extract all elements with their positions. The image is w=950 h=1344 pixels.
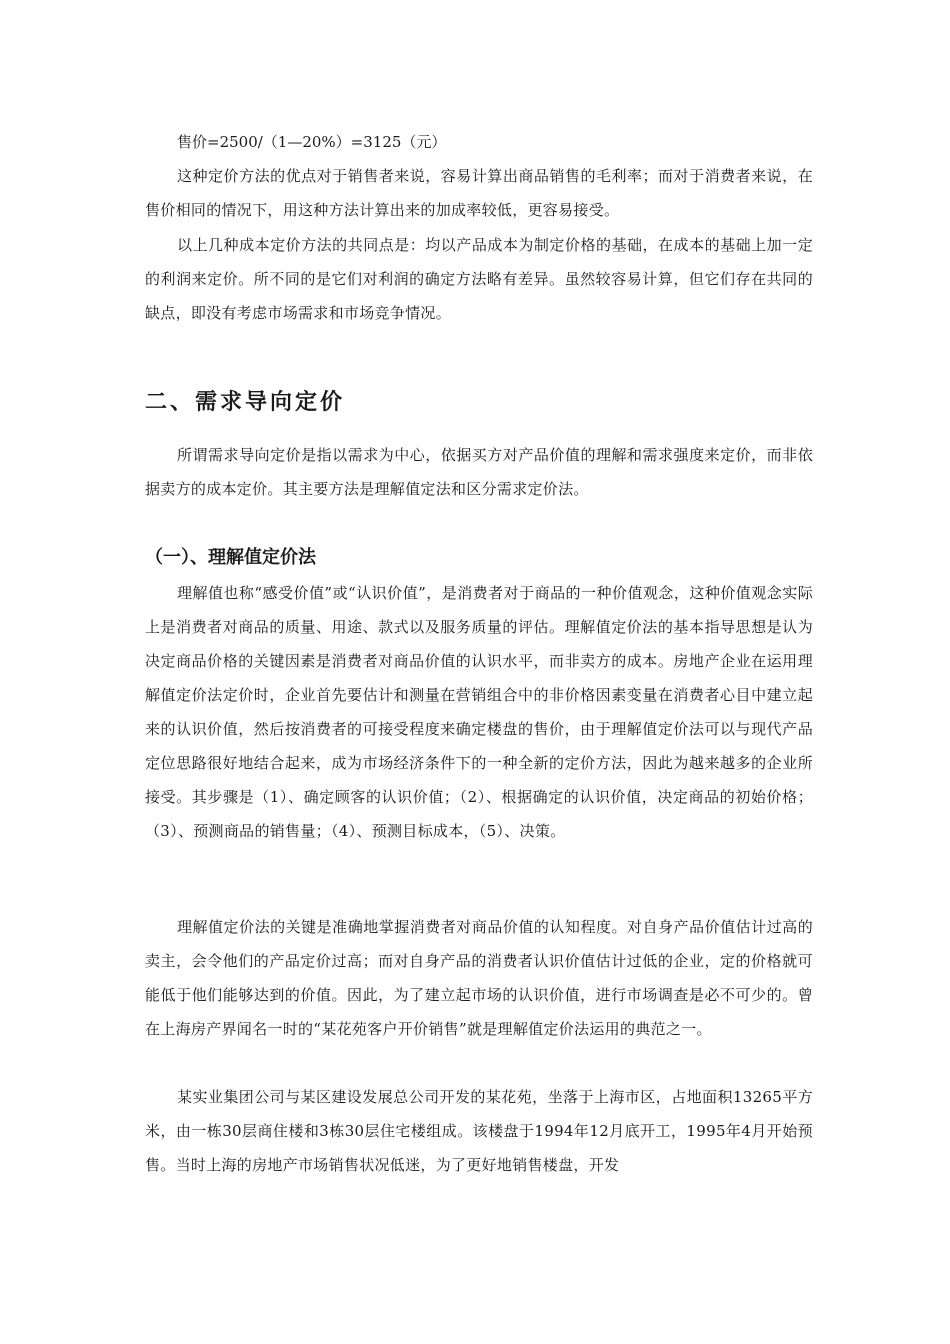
paragraph-demand-pricing-intro: 所谓需求导向定价是指以需求为中心，依据买方对产品价值的理解和需求强度来定价，而非依据卖方的成本定价。其主要方法是理解值定法和区分需求定价法。 — [145, 446, 813, 498]
paragraph-case-study: 某实业集团公司与某区建设发展总公司开发的某花苑，坐落于上海市区，占地面积13265平方米，由一栋30层商住楼和3栋30层住宅楼组成。该楼盘于1994年12月底开工，1995年4月开始预售。当时上海的房地产市场销售状况低迷，为了更好地销售楼盘，开发 — [145, 1088, 813, 1174]
subsection-heading-perceived-value: （一）、理解值定价法 — [145, 547, 316, 568]
paragraph-markup-advantage: 这种定价方法的优点对于销售者来说，容易计算出商品销售的毛利率；而对于消费者来说，在售价相同的情况下，用这种方法计算出来的加成率较低，更容易接受。 — [145, 167, 813, 219]
paragraph-perceived-value-key: 理解值定价法的关键是准确地掌握消费者对商品价值的认知程度。对自身产品价值估计过高的卖主，会令他们的产品定价过高；而对自身产品的消费者认识价值估计过低的企业，定的价格就可能低于他们能够达到的价值。因此，为了建立起市场的认识价值，进行市场调查是必不可少的。曾在上海房产界闻名一时的“某花苑客户开价销售”就是理解值定价法运用的典范之一。 — [145, 918, 813, 1038]
paragraph-perceived-value-definition: 理解值也称“感受价值”或“认识价值”，是消费者对于商品的一种价值观念，这种价值观念实际上是消费者对商品的质量、用途、款式以及服务质量的评估。理解值定价法的基本指导思想是认为决定商品价格的关键因素是消费者对商品价值的认识水平，而非卖方的成本。房地产企业在运用理解值定价法定价时，企业首先要估计和测量在营销组合中的非价格因素变量在消费者心目中建立起来的认识价值，然后按消费者的可接受程度来确定楼盘的售价，由于理解值定价法可以与现代产品定位思路很好地结合起来，成为市场经济条件下的一种全新的定价方法，因此为越来越多的企业所接受。其步骤是（1）、确定顾客的认识价值；（2）、根据确定的认识价值，决定商品的初始价格；（3）、预测商品的销售量；（4）、预测目标成本，（5）、决策。 — [145, 584, 813, 840]
section-heading-demand-pricing: 二、需求导向定价 — [145, 389, 346, 415]
paragraph-cost-pricing-summary: 以上几种成本定价方法的共同点是：均以产品成本为制定价格的基础，在成本的基础上加一定的利润来定价。所不同的是它们对利润的确定方法略有差异。虽然较容易计算，但它们存在共同的缺点，即没有考虑市场需求和市场竞争情况。 — [145, 236, 813, 322]
price-formula: 售价=2500/（1—20%）=3125（元） — [177, 133, 447, 151]
